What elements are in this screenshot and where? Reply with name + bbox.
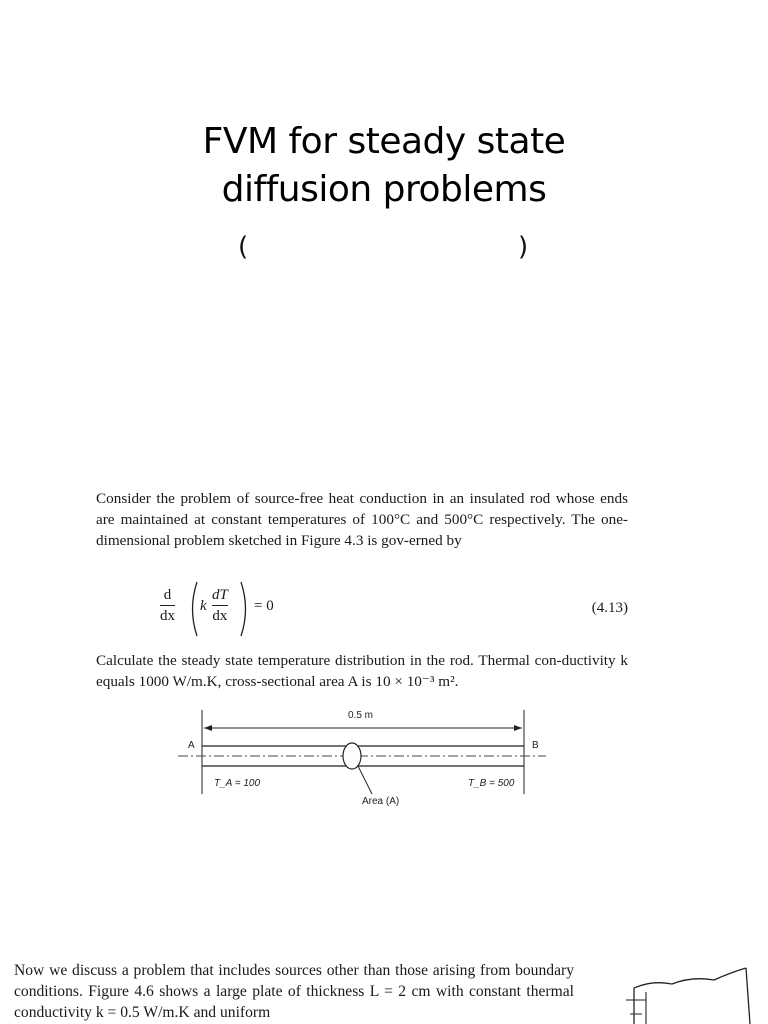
equation-rhs: = 0 xyxy=(254,598,274,614)
area-label: Area (A) xyxy=(362,796,400,807)
k-symbol: k xyxy=(200,598,207,614)
paren-open: ( xyxy=(238,232,249,262)
end-a-label: A xyxy=(188,740,195,751)
problem-paragraph-1: Consider the problem of source-free heat conduction in an insulated rod whose ends are maintained at constant temperatures of 100°C and 500°C respectively. The one-dimensional problem sketched in Figure 4.3 is gov-erned by xyxy=(96,490,628,549)
slide-title-line-2: diffusion problems xyxy=(221,169,547,210)
slide-title xyxy=(0,118,768,214)
outer-derivative: d dx xyxy=(160,587,175,624)
equation-4-13 xyxy=(160,580,630,640)
end-b-label: B xyxy=(532,740,539,751)
left-paren-icon xyxy=(186,580,200,638)
temp-a-label: T_A = 100 xyxy=(214,778,261,789)
rod-figure xyxy=(172,708,552,818)
temp-b-label: T_B = 500 xyxy=(468,778,515,789)
equation-number: (4.13) xyxy=(591,600,628,616)
plate-sketch-icon xyxy=(622,962,768,1024)
paren-close: ) xyxy=(518,232,529,262)
subtitle-placeholder xyxy=(0,232,768,272)
length-label: 0.5 m xyxy=(348,710,374,721)
slide-title-line-1: FVM for steady state xyxy=(202,121,566,162)
problem-paragraph-2: Calculate the steady state temperature distribution in the rod. Thermal con-ductivity k equals 1000 W/m.K, cross-sectional area A is 10 × 10⁻³ m². xyxy=(96,652,628,690)
problem-paragraph-3: Now we discuss a problem that includes sources other than those arising from boundary conditions. Figure 4.6 shows a large plate of thickness L = 2 cm with constant thermal conductivity k = 0.5 W/m.K and uniform xyxy=(14,962,574,1021)
inner-derivative: dT dx xyxy=(212,587,228,624)
right-paren-icon xyxy=(238,580,252,638)
